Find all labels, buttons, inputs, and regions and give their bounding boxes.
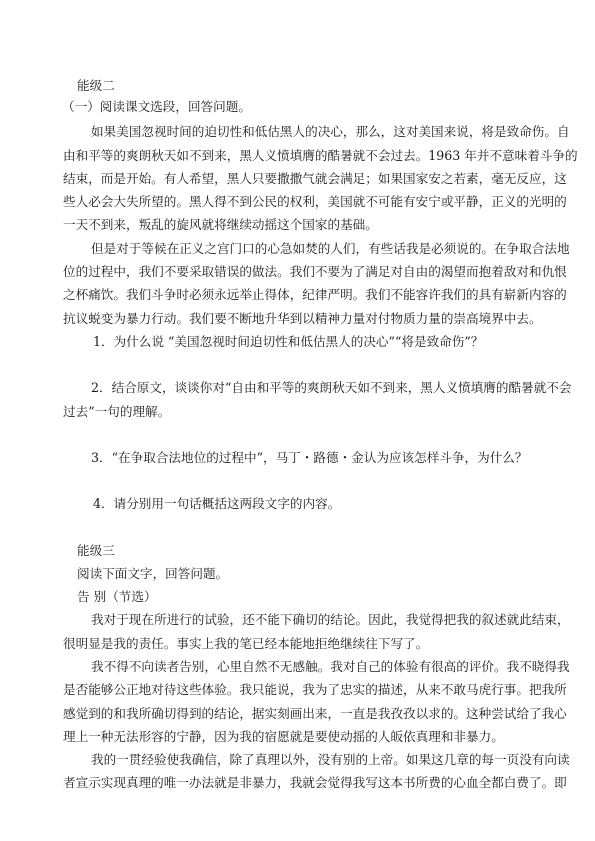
s2-para1-line-4: 些人必会大失所望的。黑人得不到公民的权利，美国就不可能有安宁或平静，正义的光明的 [63, 194, 567, 209]
s3-para3-line-2: 者宣示实现真理的唯一办法就是非暴力，我就会觉得我写这本书所费的心血全都白费了。即 [63, 775, 567, 790]
s2-para1-line-3: 结束，而是开始。有人希望，黑人只要撒撒气就会满足；如果国家安之若素，毫无反应，这 [63, 171, 567, 186]
s2-para2-line-3: 之杯痛饮。我们斗争时必须永远举止得体，纪律严明。我们不能容许我们的具有崭新内容的 [63, 287, 567, 302]
s2-para2-line-2: 位的过程中，我们不要采取错误的做法。我们不要为了满足对自由的渴望而抱着敌对和仇恨 [63, 264, 567, 279]
s3-para2-line-1: 我不得不向读者告别，心里自然不无感触。我对自己的体验有很高的评价。我不晓得我 [91, 659, 570, 674]
s3-para2-line-2: 是否能够公正地对待这些体验。我只能说，我为了忠实的描述，从来不敢马虎行事。把我所 [63, 682, 567, 697]
s3-para2-line-4: 理上一种无法形容的宁静，因为我的宿愿就是要使动摇的人皈依真理和非暴力。 [63, 729, 504, 744]
section3-heading: 能级三 [77, 543, 115, 558]
section3-instruction: 阅读下面文字，回答问题。 [77, 566, 229, 581]
question-4: 4．请分别用一句话概括这两段文字的内容。 [93, 496, 341, 511]
section2-subheading: （一）阅读课文选段，回答问题。 [62, 99, 251, 114]
s2-para2-line-1: 但是对于等候在正义之宫门口的心急如焚的人们，有些话我是必须说的。在争取合法地 [91, 241, 570, 256]
s2-para1-line-5: 一天不到来，叛乱的旋风就将继续动摇这个国家的基础。 [63, 217, 378, 232]
s3-para2-line-3: 感觉到的和我所确切得到的结论，据实刻画出来，一直是我孜孜以求的。这种尝试给了我心 [63, 706, 567, 721]
s2-para2-line-4: 抗议蜕变为暴力行动。我们要不断地升华到以精神力量对付物质力量的崇高境界中去。 [63, 311, 542, 326]
s3-para1-line-1: 我对于现在所进行的试验，还不能下确切的结论。因此，我觉得把我的叙述就此结束， [91, 612, 570, 627]
s3-para3-line-1: 我的一贯经验使我确信，除了真理以外，没有别的上帝。如果这几章的每一页没有向读 [91, 752, 570, 767]
s2-para1-line-2: 由和平等的爽朗秋天如不到来，黑人义愤填膺的酷暑就不会过去。1963 年并不意味着斗争的 [63, 148, 578, 163]
question-2-line-1: 2．结合原文，谈谈你对“自由和平等的爽朗秋天如不到来，黑人义愤填膺的酷暑就不会 [91, 380, 572, 395]
section2-heading: 能级二 [77, 78, 115, 93]
question-1: 1．为什么说 “美国忽视时间迫切性和低估黑人的决心”“将是致命伤”？ [93, 334, 484, 349]
question-3: 3．“在争取合法地位的过程中”，马丁・路德・金认为应该怎样斗争，为什么？ [91, 450, 528, 465]
question-2-line-2: 过去”一句的理解。 [63, 404, 171, 419]
s2-para1-line-1: 如果美国忽视时间的迫切性和低估黑人的决心，那么，这对美国来说，将是致命伤。自 [91, 124, 570, 139]
excerpt-title: 告 别（节选） [77, 589, 157, 604]
s3-para1-line-2: 很明显是我的责任。事实上我的笔已经本能地拒绝继续往下写了。 [63, 636, 429, 651]
